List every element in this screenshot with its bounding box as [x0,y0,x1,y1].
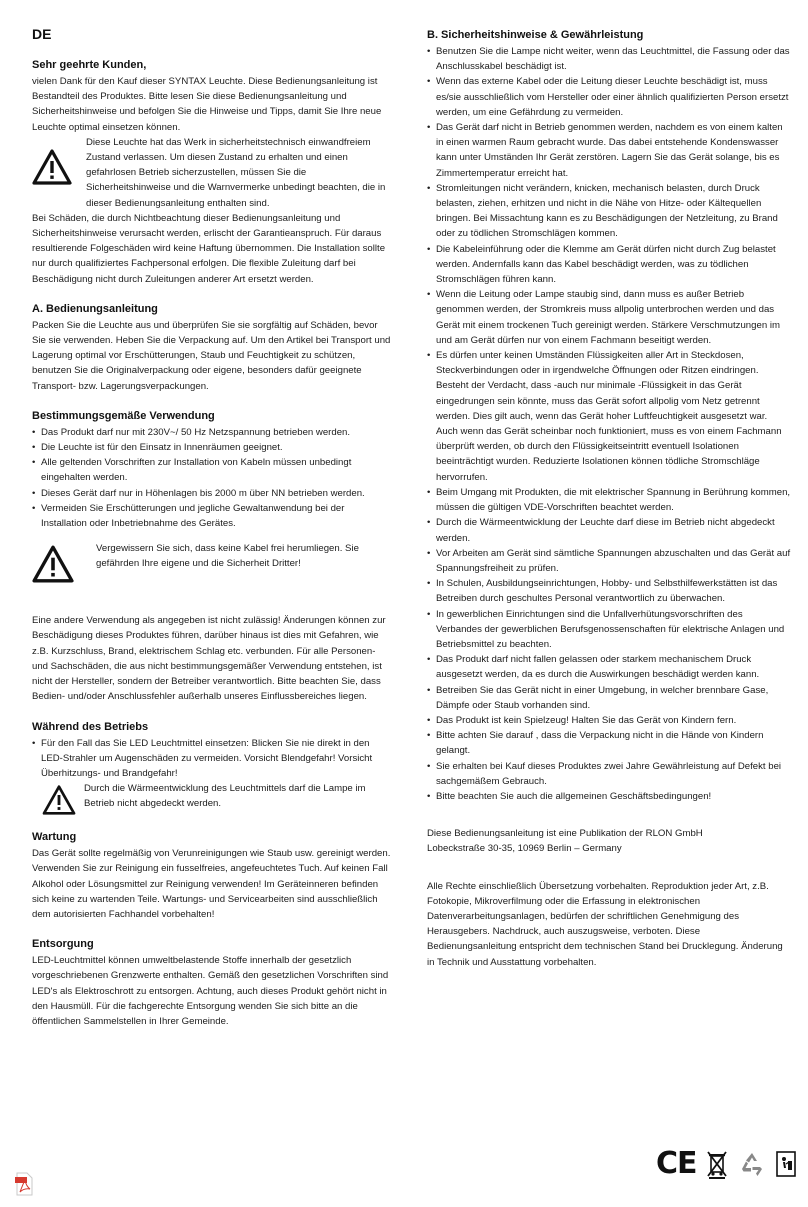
list-item: • Das Produkt darf nur mit 230V~/ 50 Hz Netzspannung betrieben werden. [32,425,392,440]
ce-mark-icon: CE [656,1146,697,1181]
list-item: • Bitte achten Sie darauf , dass die Verpackung nicht in die Hände von Kindern gelangt. [427,728,791,758]
disposal-text: LED-Leuchtmittel können umweltbelastende Stoffe innerhalb der gesetzlich vorgeschriebenen Grenzwerte enthalten. Gemäß den gesetzlichen Vorschriften sind LED's als Elektroschrott zu entsorgen. Achtung, auch dieses Produkt gehört nicht in den Hausmüll. Für die fachgerechte Entsorgung wenden Sie sich bitte an die öffentlichen Sammelstellen in Ihrer Gemeinde. [32,955,389,1027]
intended-use-section [32,409,392,705]
imprint-block [427,826,791,856]
list-item: • Sie erhalten bei Kauf dieses Produktes zwei Jahre Gewährleistung auf Defekt bei sachgemäßem Gebrauch. [427,759,791,789]
warning-triangle-icon [42,785,76,815]
list-item: • Beim Umgang mit Produkten, die mit elektrischer Spannung in Berührung kommen, müssen die gültigen VDE-Vorschriften beachtet werden. [427,485,791,515]
cable-warning-block [32,541,392,581]
intro-safety-paragraph: Diese Leuchte hat das Werk in sicherheitstechnisch einwandfreiem Zustand verlassen. Um diesen Zustand zu erhalten und einen gefahrlosen Betrieb sicherzustellen, müssen Sie die Sicherheitshinweise und die Warnvermerke unbedingt beachten, die in dieser Bedienungsanleitung enthalten sind. [86,136,386,209]
list-item: • Das Produkt darf nicht fallen gelassen oder starkem mechanischem Druck ausgesetzt werden, da es durch die Auswirkungen beschädigt werden kann. [427,652,791,682]
operation-heading: Während des Betriebs [32,720,149,733]
right-column [427,28,791,970]
list-item: • Wenn das externe Kabel oder die Leitung dieser Leuchte beschädigt ist, muss es/sie ausschließlich vom Hersteller oder einer ähnlich qualifizierten Person ersetzt werden, um eine Gefährdung zu vermeiden. [427,74,791,120]
maintenance-heading: Wartung [32,831,77,844]
crossed-bin-icon [706,1149,728,1179]
maintenance-section [32,830,392,922]
operating-instructions-section [32,302,392,394]
list-item: • Stromleitungen nicht verändern, knicken, mechanisch belasten, durch Druck belasten, ziehen, erhitzen und nicht in die Nähe von Hitze- oder Kältequellen bringen. Bei Missachtung kann es zu Beschädigungen der Netzleitung, zu Brand oder zu tödlichen Stromschlägen kommen. [427,181,791,242]
warning-triangle-icon [32,545,74,583]
list-item: • Für den Fall das Sie LED Leuchtmittel einsetzen: Blicken Sie nie direkt in den LED-Strahler um Augenschäden zu vermeiden. Vorsicht Blendgefahr! Vorsicht Überhitzungs- und Brandgefahr! [32,736,392,782]
list-item: • Durch die Wärmeentwicklung der Leuchte darf diese im Betrieb nicht abgedeckt werden. [427,515,791,545]
page-language-label: DE [32,26,52,42]
pdf-file-icon [14,1172,34,1196]
operation-list [32,736,392,782]
list-item: • Vermeiden Sie Erschütterungen und jegliche Gewaltanwendung bei der Installation oder Inbetriebnahme des Gerätes. [32,501,392,531]
safety-list [427,44,791,804]
disposal-heading: Entsorgung [32,938,94,951]
list-item: • Das Produkt ist kein Spielzeug! Halten Sie das Gerät von Kindern fern. [427,713,791,728]
certification-marks [656,1147,796,1181]
list-item: • Bitte beachten Sie auch die allgemeinen Geschäftsbedingungen! [427,789,791,804]
list-item: • In Schulen, Ausbildungseinrichtungen, Hobby- und Selbsthilfewerkstätten ist das Betreiben durch geschultes Personal verantwortlich zu überwachen. [427,576,791,606]
list-item: • Es dürfen unter keinen Umständen Flüssigkeiten aller Art in Steckdosen, Steckverbindungen oder in irgendwelche Öffnungen oder Ritzen eindringen. Besteht der Verdacht, dass -auch nur minimale -Flüssigkeit in das Gerät eingedrungen sein könnte, muss das Gerät sofort allpolig vom Netz getrennt werden. Dies gilt auch, wenn das Gerät hoher Luftfeuchtigkeit ausgesetzt war. Auch wenn das Gerät scheinbar noch funktioniert, muss es von einem Fachmann überprüft werden, ob durch den Flüssigkeitseintritt eventuell Isolationen beeinträchtigt wurden. Reduzierte Isolationen können tödliche Stromschläge hervorrufen. [427,348,791,485]
disposal-section [32,937,392,1029]
intro-warning-block [32,135,392,211]
section-a-text: Packen Sie die Leuchte aus und überprüfen Sie sie sorgfältig auf Schäden, bevor Sie sie verwenden. Heben Sie die Verpackung auf. Um den Artikel bei Transport und Lagerung optimal vor Erschütterungen, Staub und Feuchtigkeit zu schützen, benutzen Sie die Originalverpackung oder eigene, besonders dafür geeignete Transport- bzw. Lagerungsverpackungen. [32,319,391,392]
list-item: • Das Gerät darf nicht in Betrieb genommen werden, nachdem es von einem kalten in einen warmen Raum gebracht wurde. Das dabei entstehende Kondenswasser kann unter Umständen Ihr Gerät zerstören. Lagern Sie das Gerät solange, bis es Zimmertemperatur erreicht hat. [427,120,791,181]
list-item: • Die Kabeleinführung oder die Klemme am Gerät dürfen nicht durch Zug belastet werden. Andernfalls kann das Kabel beschädigt werden, was zu tödlichen Stromschlägen führen kann. [427,242,791,288]
other-use-paragraph: Eine andere Verwendung als angegeben ist nicht zulässig! Änderungen können zur Beschädigung dieses Produktes führen, darüber hinaus ist dies mit Gefahren, wie z.B. Kurzschluss, Brand, elektrischem Schlag etc. verbunden. Für alle Personen- und Sachschäden, die aus nicht bestimmungsgemäßer Verwendung entstehen, ist nicht der Hersteller, sondern der Betreiber verantwortlich. Bitte beachten Sie, dass Bedien- und/oder Anschlussfehler außerhalb unseres Einflussbereiches liegen. [32,615,386,703]
left-column [32,58,392,1044]
maintenance-text: Das Gerät sollte regelmäßig von Verunreinigungen wie Staub usw. gereinigt werden. Verwenden Sie zur Reinigung ein fusselfreies, angefeuchtetes Tuch. Auf keinen Fall Alkohol oder Lösungsmittel zur Reinigung verwenden! Im Geräteinneren befinden sich keine zu wartenden Teile. Wartungs- und Servicearbeiten sind ausschließlich dem autorisierten Fachhandel vorbehalten! [32,848,391,920]
list-item: • Betreiben Sie das Gerät nicht in einer Umgebung, in welcher brennbare Gase, Dämpfe oder Staub vorhanden sind. [427,683,791,713]
imprint-line: Diese Bedienungsanleitung ist eine Publikation der RLON GmbH [427,828,703,840]
list-item: • Dieses Gerät darf nur in Höhenlagen bis 2000 m über NN betrieben werden. [32,486,392,501]
intended-use-heading: Bestimmungsgemäße Verwendung [32,409,215,422]
trash-disposal-icon [776,1149,796,1179]
intended-use-list [32,425,392,531]
list-item: • Vor Arbeiten am Gerät sind sämtliche Spannungen abzuschalten und das Gerät auf Spannungsfreiheit zu prüfen. [427,546,791,576]
operation-section [32,720,392,816]
recycling-icon [738,1149,766,1179]
list-item: • Alle geltenden Vorschriften zur Installation von Kabeln müssen unbedingt eingehalten werden. [32,455,392,485]
imprint-address: Lobeckstraße 30-35, 10969 Berlin – Germany [427,843,622,855]
safety-warranty-section [427,28,791,804]
list-item: • Die Leuchte ist für den Einsatz in Innenräumen geeignet. [32,440,392,455]
intro-section [32,58,392,287]
section-a-heading: A. Bedienungsanleitung [32,302,158,315]
list-item: • In gewerblichen Einrichtungen sind die Unfallverhütungsvorschriften des Verbandes der gewerblichen Berufsgenossenschaften für elektrische Anlagen und Betriebsmittel zu beachten. [427,607,791,653]
list-item: • Wenn die Leitung oder Lampe staubig sind, dann muss es außer Betrieb genommen werden, der Stromkreis muss allpolig unterbrochen werden und das Gerät mit einem trockenen Tuch gereinigt werden. Stärkere Verschmutzungen im und am Gerät dürfen nur von einem Fachmann beseitigt werden. [427,287,791,348]
rights-paragraph: Alle Rechte einschließlich Übersetzung vorbehalten. Reproduktion jeder Art, z.B. Fotokopie, Mikroverfilmung oder die Erfassung in elektronischen Datenverarbeitungsanlagen, bedürfen der schriftlichen Genehmigung des Herausgebers. Nachdruck, auch auszugsweise, verboten. Diese Bedienungsanleitung entspricht dem technischen Stand bei Drucklegung. Änderung in Technik und Ausstattung vorbehalten. [427,880,783,968]
intro-paragraph: vielen Dank für den Kauf dieser SYNTAX Leuchte. Diese Bedienungsanleitung ist Bestandteil des Produktes. Bitte lesen Sie diese Bedienungsanleitung und Sicherheitshinweise und befolgen Sie die Hinweise und Tipps, damit Sie Ihre neue Leuchte optimal einsetzen können. [32,76,382,133]
intro-liability-paragraph: Bei Schäden, die durch Nichtbeachtung dieser Bedienungsanleitung und Sicherheitshinweise verursacht werden, erlischt der Garantieanspruch. Für daraus resultierende Folgeschäden wird keine Haftung übernommen. Die Installation sollte nur durch qualifiziertes Fachpersonal erfolgen. Die flexible Zuleitung darf bei Beschädigung nicht durch Zuleitungen anderer Art ersetzt werden. [32,212,386,285]
intro-heading: Sehr geehrte Kunden, [32,59,147,71]
cable-warning-text: Vergewissern Sie sich, dass keine Kabel frei herumliegen. Sie gefährden Ihre eigene und die Sicherheit Dritter! [96,543,359,570]
warning-triangle-icon [32,149,72,185]
list-item: • Benutzen Sie die Lampe nicht weiter, wenn das Leuchtmittel, die Fassung oder das Anschlusskabel beschädigt ist. [427,44,791,74]
heat-warning-text: Durch die Wärmeentwicklung des Leuchtmittels darf die Lampe im Betrieb nicht abgedeckt werden. [84,783,366,810]
section-b-heading: B. Sicherheitshinweise & Gewährleistung [427,29,644,41]
heat-warning-block [32,781,392,815]
